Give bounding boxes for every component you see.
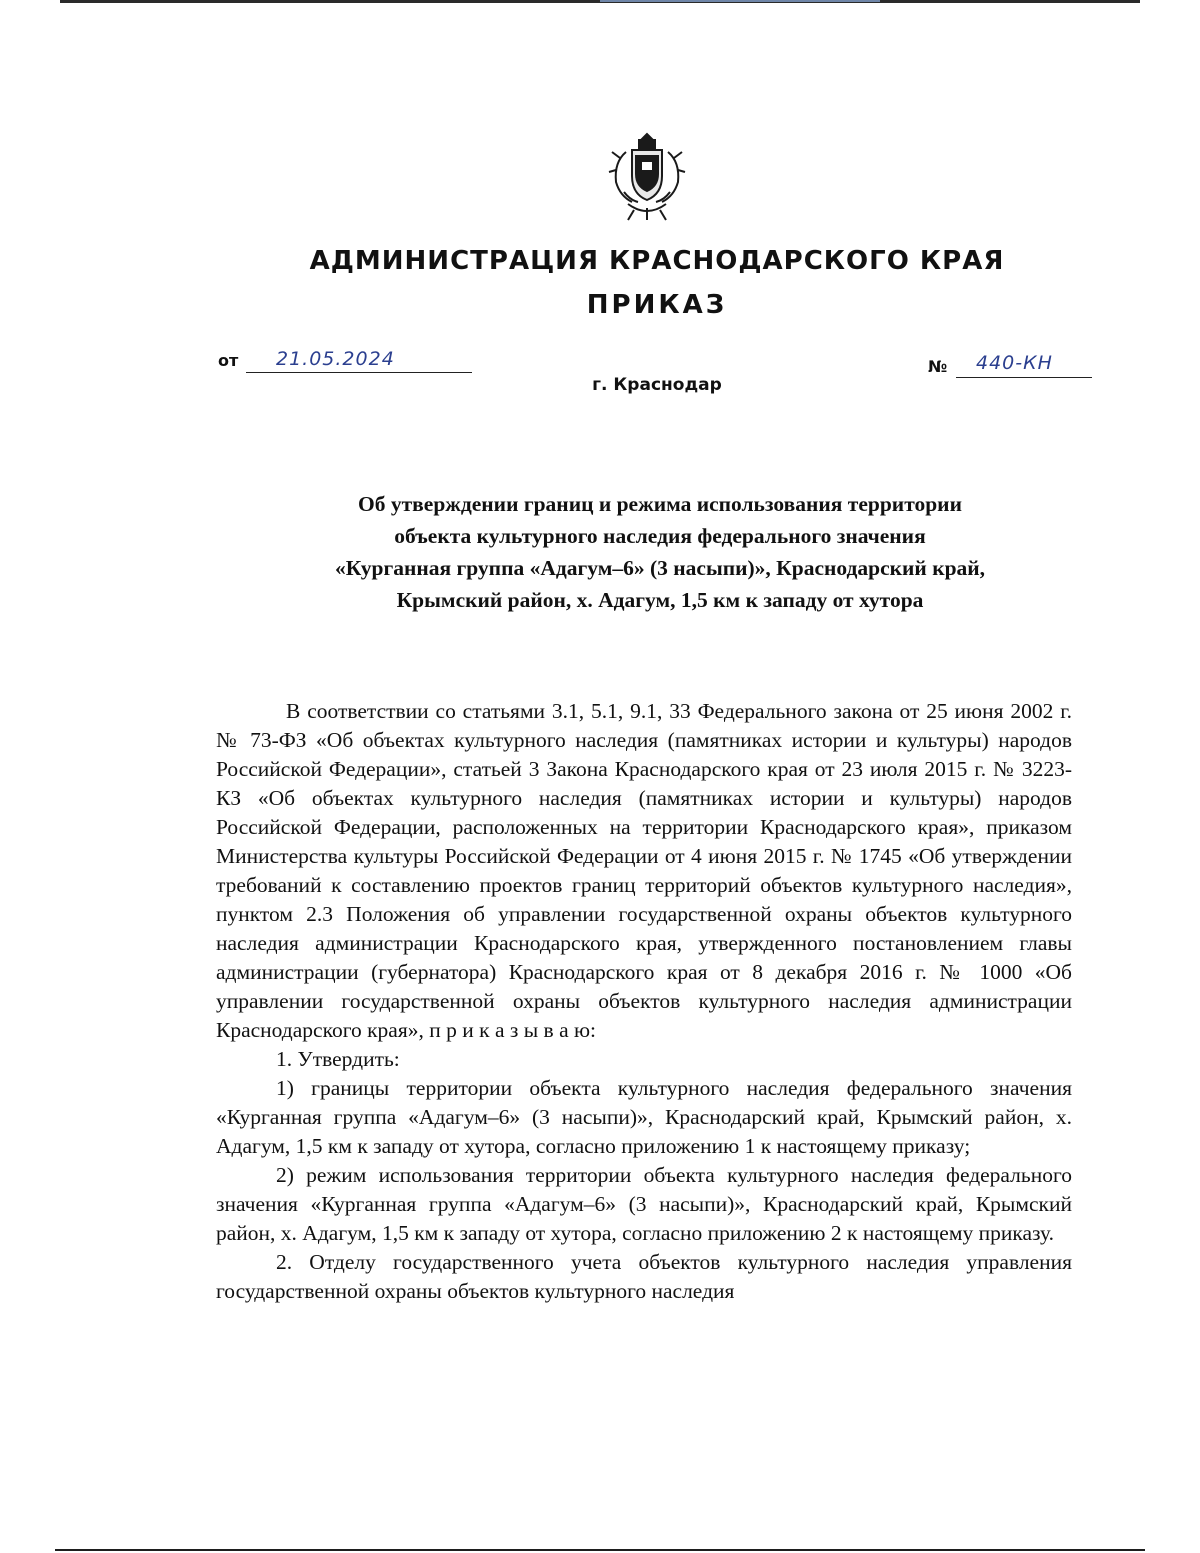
date-label: от <box>218 351 239 370</box>
document-body <box>216 697 1072 1306</box>
scan-edge-bottom <box>55 1549 1145 1551</box>
coat-of-arms-icon <box>606 130 688 224</box>
preamble-text: В соответствии со статьями 3.1, 5.1, 9.1, 33 Федерального закона от 25 июня 2002 г. № 73-ФЗ «Об объектах культурного наследия (памятниках истории и культуры) народов Российской Федерации», статьей 3 Закона Краснодарского края от 23 июля 2015 г. № 3223-КЗ «Об объектах культурного наследия (памятниках истории и культуры) народов Российской Федерации, расположенных на территории Краснодарского края», приказом Министерства культуры Российской Федерации от 4 июня 2015 г. № 1745 «Об утверждении требований к составлению проектов границ территорий объектов культурного наследия», пунктом 2.3 Положения об управлении государственной охраны объектов культурного наследия администрации Краснодарского края, утвержденного постановлением главы администрации (губернатора) Краснодарского края от 8 декабря 2016 г. № 1000 «Об управлении государственной охраны объектов культурного наследия администрации Краснодарского края», <box>216 699 1072 1042</box>
item-2: 2. Отделу государственного учета объектов культурного наследия управления государственной охраны объектов культурного наследия <box>216 1250 1072 1303</box>
title-line: Об утверждении границ и режима использования территории <box>358 492 962 516</box>
item-1-2: 2) режим использования территории объекта культурного наследия федерального значения «Курганная группа «Адагум–6» (3 насыпи)», Краснодарский край, Крымский район, х. Адагум, 1,5 км к западу от хутора, согласно приложению 2 к настоящему приказу. <box>216 1163 1072 1245</box>
scan-edge-top-accent <box>600 0 880 2</box>
item-1: 1. Утвердить: <box>276 1047 400 1071</box>
item-1-1: 1) границы территории объекта культурного наследия федерального значения «Курганная группа «Адагум–6» (3 насыпи)», Краснодарский край, Крымский район, х. Адагум, 1,5 км к западу от хутора, согласно приложению 1 к настоящему приказу; <box>216 1076 1072 1158</box>
date-value: 21.05.2024 <box>276 348 395 370</box>
number-label: № <box>928 357 948 376</box>
title-line: объекта культурного наследия федерального значения <box>394 524 926 548</box>
order-word: п р и к а з ы в а ю: <box>429 1018 597 1042</box>
title-line: «Курганная группа «Адагум–6» (3 насыпи)», Краснодарский край, <box>334 556 986 580</box>
number-value: 440-КН <box>976 352 1053 374</box>
document-title <box>220 488 1100 616</box>
organization-name: АДМИНИСТРАЦИЯ КРАСНОДАРСКОГО КРАЯ <box>309 246 1005 276</box>
title-line: Крымский район, х. Адагум, 1,5 км к западу от хутора <box>396 588 924 612</box>
city: г. Краснодар <box>592 375 722 395</box>
document-type: ПРИКАЗ <box>586 290 728 320</box>
preamble-paragraph <box>216 697 1072 1045</box>
date-underline <box>246 372 472 373</box>
